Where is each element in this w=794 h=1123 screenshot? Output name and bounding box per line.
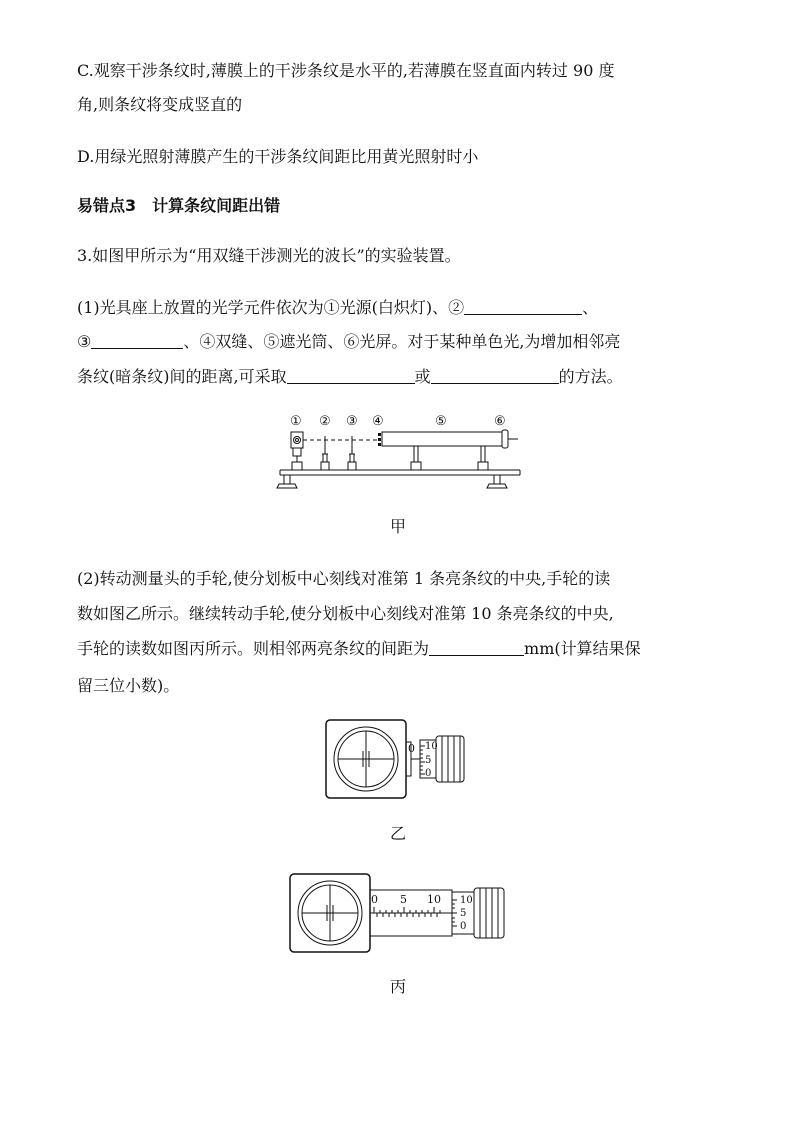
fig-jia-label-3: ③ — [346, 414, 358, 429]
fig-jia-label-4: ④ — [372, 414, 384, 429]
figure-yi-caption: 乙 — [390, 824, 407, 843]
fig-jia-label-2: ② — [319, 414, 331, 429]
q3-part1-text-c: ③ — [77, 332, 92, 351]
option-c-line2: 角,则条纹将变成竖直的 — [77, 95, 243, 114]
answer-blank-spacing[interactable] — [429, 639, 524, 656]
q3-part2-text-b: mm(计算结果保 — [524, 639, 641, 658]
answer-blank-method-1[interactable] — [287, 367, 415, 384]
option-d: D.用绿光照射薄膜产生的干涉条纹间距比用黄光照射时小 — [77, 147, 479, 166]
q3-part2-text-a: 手轮的读数如图丙所示。则相邻两亮条纹的间距为 — [77, 639, 430, 658]
figure-yi-micrometer — [324, 718, 474, 800]
fig-bing-thimble-10: 10 — [460, 895, 473, 906]
fig-bing-main-scale-10: 10 — [427, 893, 441, 906]
fig-bing-main-scale-5: 5 — [400, 893, 407, 906]
figure-bing-micrometer — [288, 872, 508, 954]
q3-part2-line2: 数如图乙所示。继续转动手轮,使分划板中心刻线对准第 10 条亮条纹的中央, — [77, 604, 614, 623]
option-c-line1: C.观察干涉条纹时,薄膜上的干涉条纹是水平的,若薄膜在竖直面内转过 90 度 — [77, 61, 615, 80]
figure-bing-caption: 丙 — [390, 977, 407, 996]
section-heading: 易错点3 计算条纹间距出错 — [77, 196, 281, 215]
fig-yi-thimble-0: 0 — [425, 768, 432, 779]
q3-intro: 3.如图甲所示为“用双缝干涉测光的波长”的实验装置。 — [77, 246, 461, 265]
fig-yi-thimble-10: 10 — [425, 741, 438, 752]
q3-part1-text-a: (1)光具座上放置的光学元件依次为①光源(白炽灯)、② — [77, 298, 465, 317]
fig-bing-main-scale-0: 0 — [371, 893, 378, 906]
answer-blank-3[interactable] — [91, 332, 183, 349]
q3-part1-line3 — [77, 366, 623, 388]
q3-part1-text-d: 、④双缝、⑤遮光筒、⑥光屏。对于某种单色光,为增加相邻亮 — [183, 332, 621, 351]
fig-yi-thimble-5: 5 — [425, 755, 432, 766]
figure-jia-caption: 甲 — [390, 517, 407, 536]
q3-part1-text-e: 条纹(暗条纹)间的距离,可采取 — [77, 367, 287, 386]
fig-jia-label-1: ① — [290, 414, 302, 429]
q3-part1-line2 — [77, 331, 620, 353]
q3-part1-text-g: 的方法。 — [558, 367, 623, 386]
q3-part1-text-f: 或 — [414, 367, 431, 386]
figure-jia-optical-bench — [270, 408, 530, 494]
q3-part2-line1: (2)转动测量头的手轮,使分划板中心刻线对准第 1 条亮条纹的中央,手轮的读 — [77, 569, 611, 588]
fig-bing-thimble-0: 0 — [460, 921, 467, 932]
fig-jia-label-5: ⑤ — [435, 414, 447, 429]
q3-part1-line1 — [77, 297, 598, 319]
fig-bing-thimble-5: 5 — [460, 908, 467, 919]
answer-blank-method-2[interactable] — [431, 367, 559, 384]
q3-part1-text-b: 、 — [582, 298, 599, 317]
answer-blank-2[interactable] — [464, 298, 582, 315]
fig-yi-main-scale-0: 0 — [408, 742, 415, 755]
fig-jia-label-6: ⑥ — [494, 414, 506, 429]
q3-part2-line3 — [77, 638, 641, 660]
q3-part2-line4: 留三位小数)。 — [77, 676, 180, 695]
